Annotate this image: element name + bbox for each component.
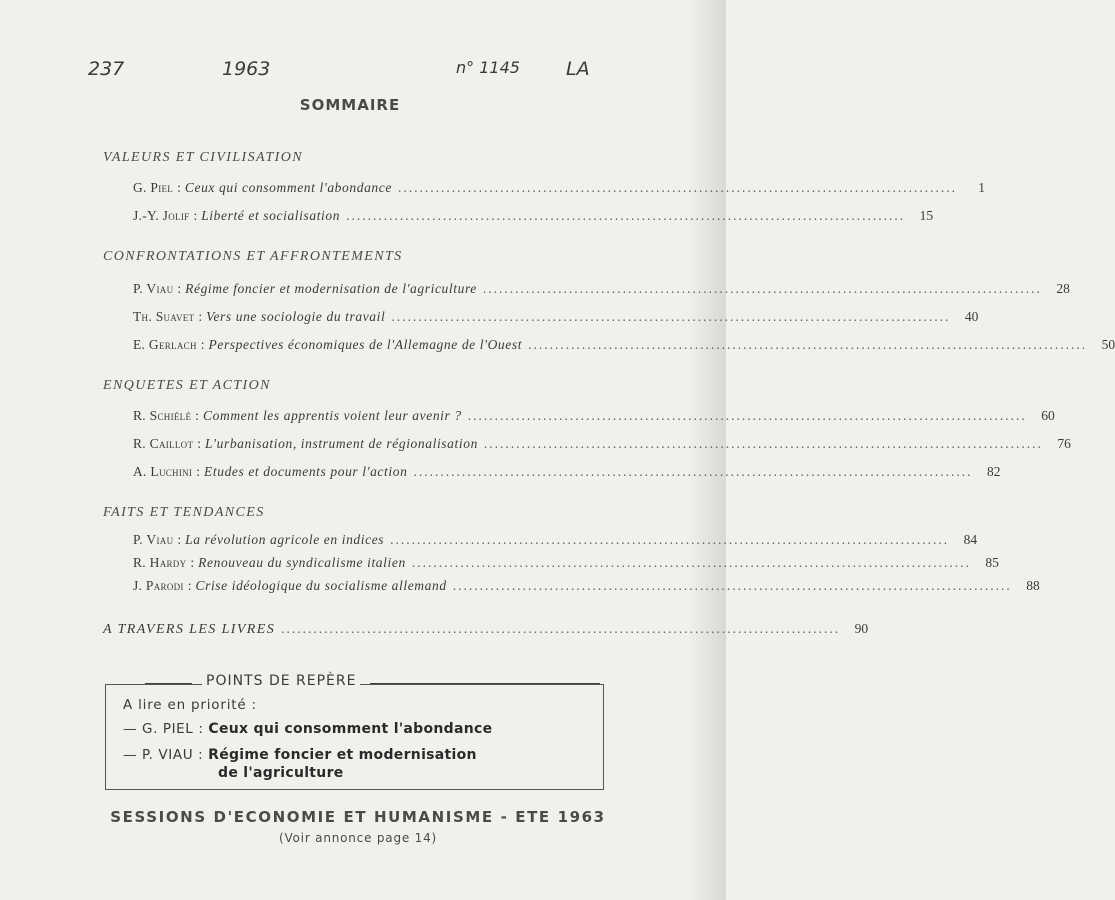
entry-page: 60 bbox=[1041, 408, 1055, 423]
entry-author: G. Piel bbox=[133, 180, 174, 195]
entry-page: 28 bbox=[1056, 281, 1070, 296]
reperes-box bbox=[105, 684, 604, 790]
section-heading: ENQUETES ET ACTION bbox=[103, 378, 271, 393]
toc-entry[interactable]: R. Schiélé : Comment les apprentis voient leur avenir ? ........................................................................................................ 60 bbox=[133, 408, 1055, 423]
entry-page: 84 bbox=[963, 532, 978, 547]
announcement-note: (Voir annonce page 14) bbox=[278, 831, 438, 845]
entry-author: R. Hardy bbox=[133, 555, 187, 570]
entry-title: Vers une sociologie du travail bbox=[206, 309, 386, 324]
title-rule-right bbox=[370, 683, 600, 684]
leader-dots: ........................................................................................................ bbox=[411, 555, 971, 570]
reperes-intro: A lire en priorité : bbox=[123, 697, 257, 713]
section-heading: FAITS ET TENDANCES bbox=[103, 505, 265, 520]
leader-dots: ........................................................................................................ bbox=[346, 208, 906, 223]
entry-title: Renouveau du syndicalisme italien bbox=[198, 555, 406, 570]
entry-title: Régime foncier et modernisation de l'agriculture bbox=[185, 281, 477, 296]
leader-dots: ........................................................................................................ bbox=[467, 408, 1027, 423]
entry-author: E. Gerlach bbox=[133, 337, 197, 352]
entry-title: Comment les apprentis voient leur avenir ? bbox=[203, 408, 462, 423]
title-rule-left bbox=[145, 683, 192, 684]
toc-entry[interactable]: R. Caillot : L'urbanisation, instrument de régionalisation ........................................................................................................ 76 bbox=[133, 436, 1071, 451]
toc-entry[interactable]: J.-Y. Jolif : Liberté et socialisation ........................................................................................................ 15 bbox=[133, 208, 934, 223]
entry-author: R. Schiélé bbox=[133, 408, 192, 423]
leader-dots: ........................................................................................................ bbox=[483, 436, 1043, 451]
reperes-item-continued bbox=[218, 765, 344, 781]
reperes-item[interactable]: — G. PIEL : Ceux qui consomment l'abondance bbox=[123, 721, 493, 737]
toc-entry[interactable]: R. Hardy : Renouveau du syndicalisme italien ........................................................................................................ 85 bbox=[133, 555, 999, 570]
sessions-banner: SESSIONS D'ECONOMIE ET HUMANISME - ETE 1963 bbox=[110, 808, 606, 826]
toc-entry[interactable]: Th. Suavet : Vers une sociologie du travail ........................................................................................................ 40 bbox=[133, 309, 979, 324]
toc-entry[interactable]: A. Luchini : Etudes et documents pour l'action ........................................................................................................ 82 bbox=[133, 464, 1001, 479]
reperes-title: Ceux qui consomment l'abondance bbox=[208, 721, 493, 737]
annotation-initials: LA bbox=[566, 58, 590, 80]
page-title: SOMMAIRE bbox=[299, 96, 401, 114]
reperes-title: Régime foncier et modernisation bbox=[208, 747, 477, 763]
reperes-title-cont: de l'agriculture bbox=[218, 765, 344, 781]
entry-author: A. Luchini bbox=[133, 464, 193, 479]
annotation-number: 237 bbox=[88, 58, 125, 80]
entry-page: 76 bbox=[1057, 436, 1071, 451]
entry-page: 1 bbox=[978, 180, 985, 195]
leader-dots: ........................................................................................................ bbox=[528, 337, 1088, 352]
leader-dots: ........................................................................................................ bbox=[281, 621, 841, 636]
reperes-author: P. VIAU bbox=[142, 747, 194, 763]
dash: — bbox=[123, 721, 138, 737]
entry-page: 50 bbox=[1101, 337, 1115, 352]
annotation-year: 1963 bbox=[222, 58, 271, 80]
leader-dots: ........................................................................................................ bbox=[413, 464, 973, 479]
entry-title: Perspectives économiques de l'Allemagne de l'Ouest bbox=[208, 337, 523, 352]
entry-author: J.-Y. Jolif bbox=[133, 208, 190, 223]
section-heading: VALEURS ET CIVILISATION bbox=[103, 150, 303, 165]
toc-entry-books[interactable] bbox=[103, 621, 869, 641]
entry-title: La révolution agricole en indices bbox=[185, 532, 385, 547]
entry-page: 15 bbox=[919, 208, 934, 223]
leader-dots: ........................................................................................................ bbox=[397, 180, 957, 195]
entry-title: Crise idéologique du socialisme allemand bbox=[195, 578, 447, 593]
entry-title: L'urbanisation, instrument de régionalisation bbox=[205, 436, 478, 451]
entry-page: 90 bbox=[854, 621, 869, 636]
reperes-title-bar bbox=[145, 673, 595, 695]
entry-author: J. Parodi bbox=[133, 578, 184, 593]
entry-title: Etudes et documents pour l'action bbox=[204, 464, 408, 479]
leader-dots: ........................................................................................................ bbox=[452, 578, 1012, 593]
books-heading: A TRAVERS LES LIVRES bbox=[103, 622, 276, 637]
toc-entry[interactable]: J. Parodi : Crise idéologique du socialisme allemand ........................................................................................................ 88 bbox=[133, 578, 1040, 593]
entry-page: 85 bbox=[985, 555, 999, 570]
entry-title: Liberté et socialisation bbox=[201, 208, 341, 223]
entry-title: Ceux qui consomment l'abondance bbox=[184, 180, 392, 195]
reperes-author: G. PIEL bbox=[142, 721, 194, 737]
entry-author: P. Viau bbox=[133, 281, 174, 296]
leader-dots: ........................................................................................................ bbox=[482, 281, 1042, 296]
toc-entry[interactable]: G. Piel : Ceux qui consomment l'abondance ........................................................................................................ 1 bbox=[133, 180, 985, 195]
leader-dots: ........................................................................................................ bbox=[390, 532, 950, 547]
toc-entry[interactable]: P. Viau : La révolution agricole en indices ........................................................................................................ 84 bbox=[133, 532, 978, 547]
entry-author: Th. Suavet bbox=[133, 309, 195, 324]
leader-dots: ........................................................................................................ bbox=[391, 309, 951, 324]
annotation-issue: n° 1145 bbox=[456, 58, 520, 77]
reperes-item[interactable]: — P. VIAU : Régime foncier et modernisation bbox=[123, 747, 477, 763]
reperes-heading: POINTS DE REPÈRE bbox=[202, 673, 360, 689]
entry-author: R. Caillot bbox=[133, 436, 194, 451]
toc-entry[interactable]: E. Gerlach : Perspectives économiques de l'Allemagne de l'Ouest ........................................................................................................ 50 bbox=[133, 337, 1115, 352]
entry-page: 88 bbox=[1026, 578, 1040, 593]
entry-page: 82 bbox=[986, 464, 1001, 479]
toc-entry[interactable]: P. Viau : Régime foncier et modernisation de l'agriculture ........................................................................................................ 28 bbox=[133, 281, 1070, 296]
section-heading: CONFRONTATIONS ET AFFRONTEMENTS bbox=[103, 249, 403, 264]
entry-page: 40 bbox=[964, 309, 979, 324]
dash: — bbox=[123, 747, 138, 763]
entry-author: P. Viau bbox=[133, 532, 174, 547]
